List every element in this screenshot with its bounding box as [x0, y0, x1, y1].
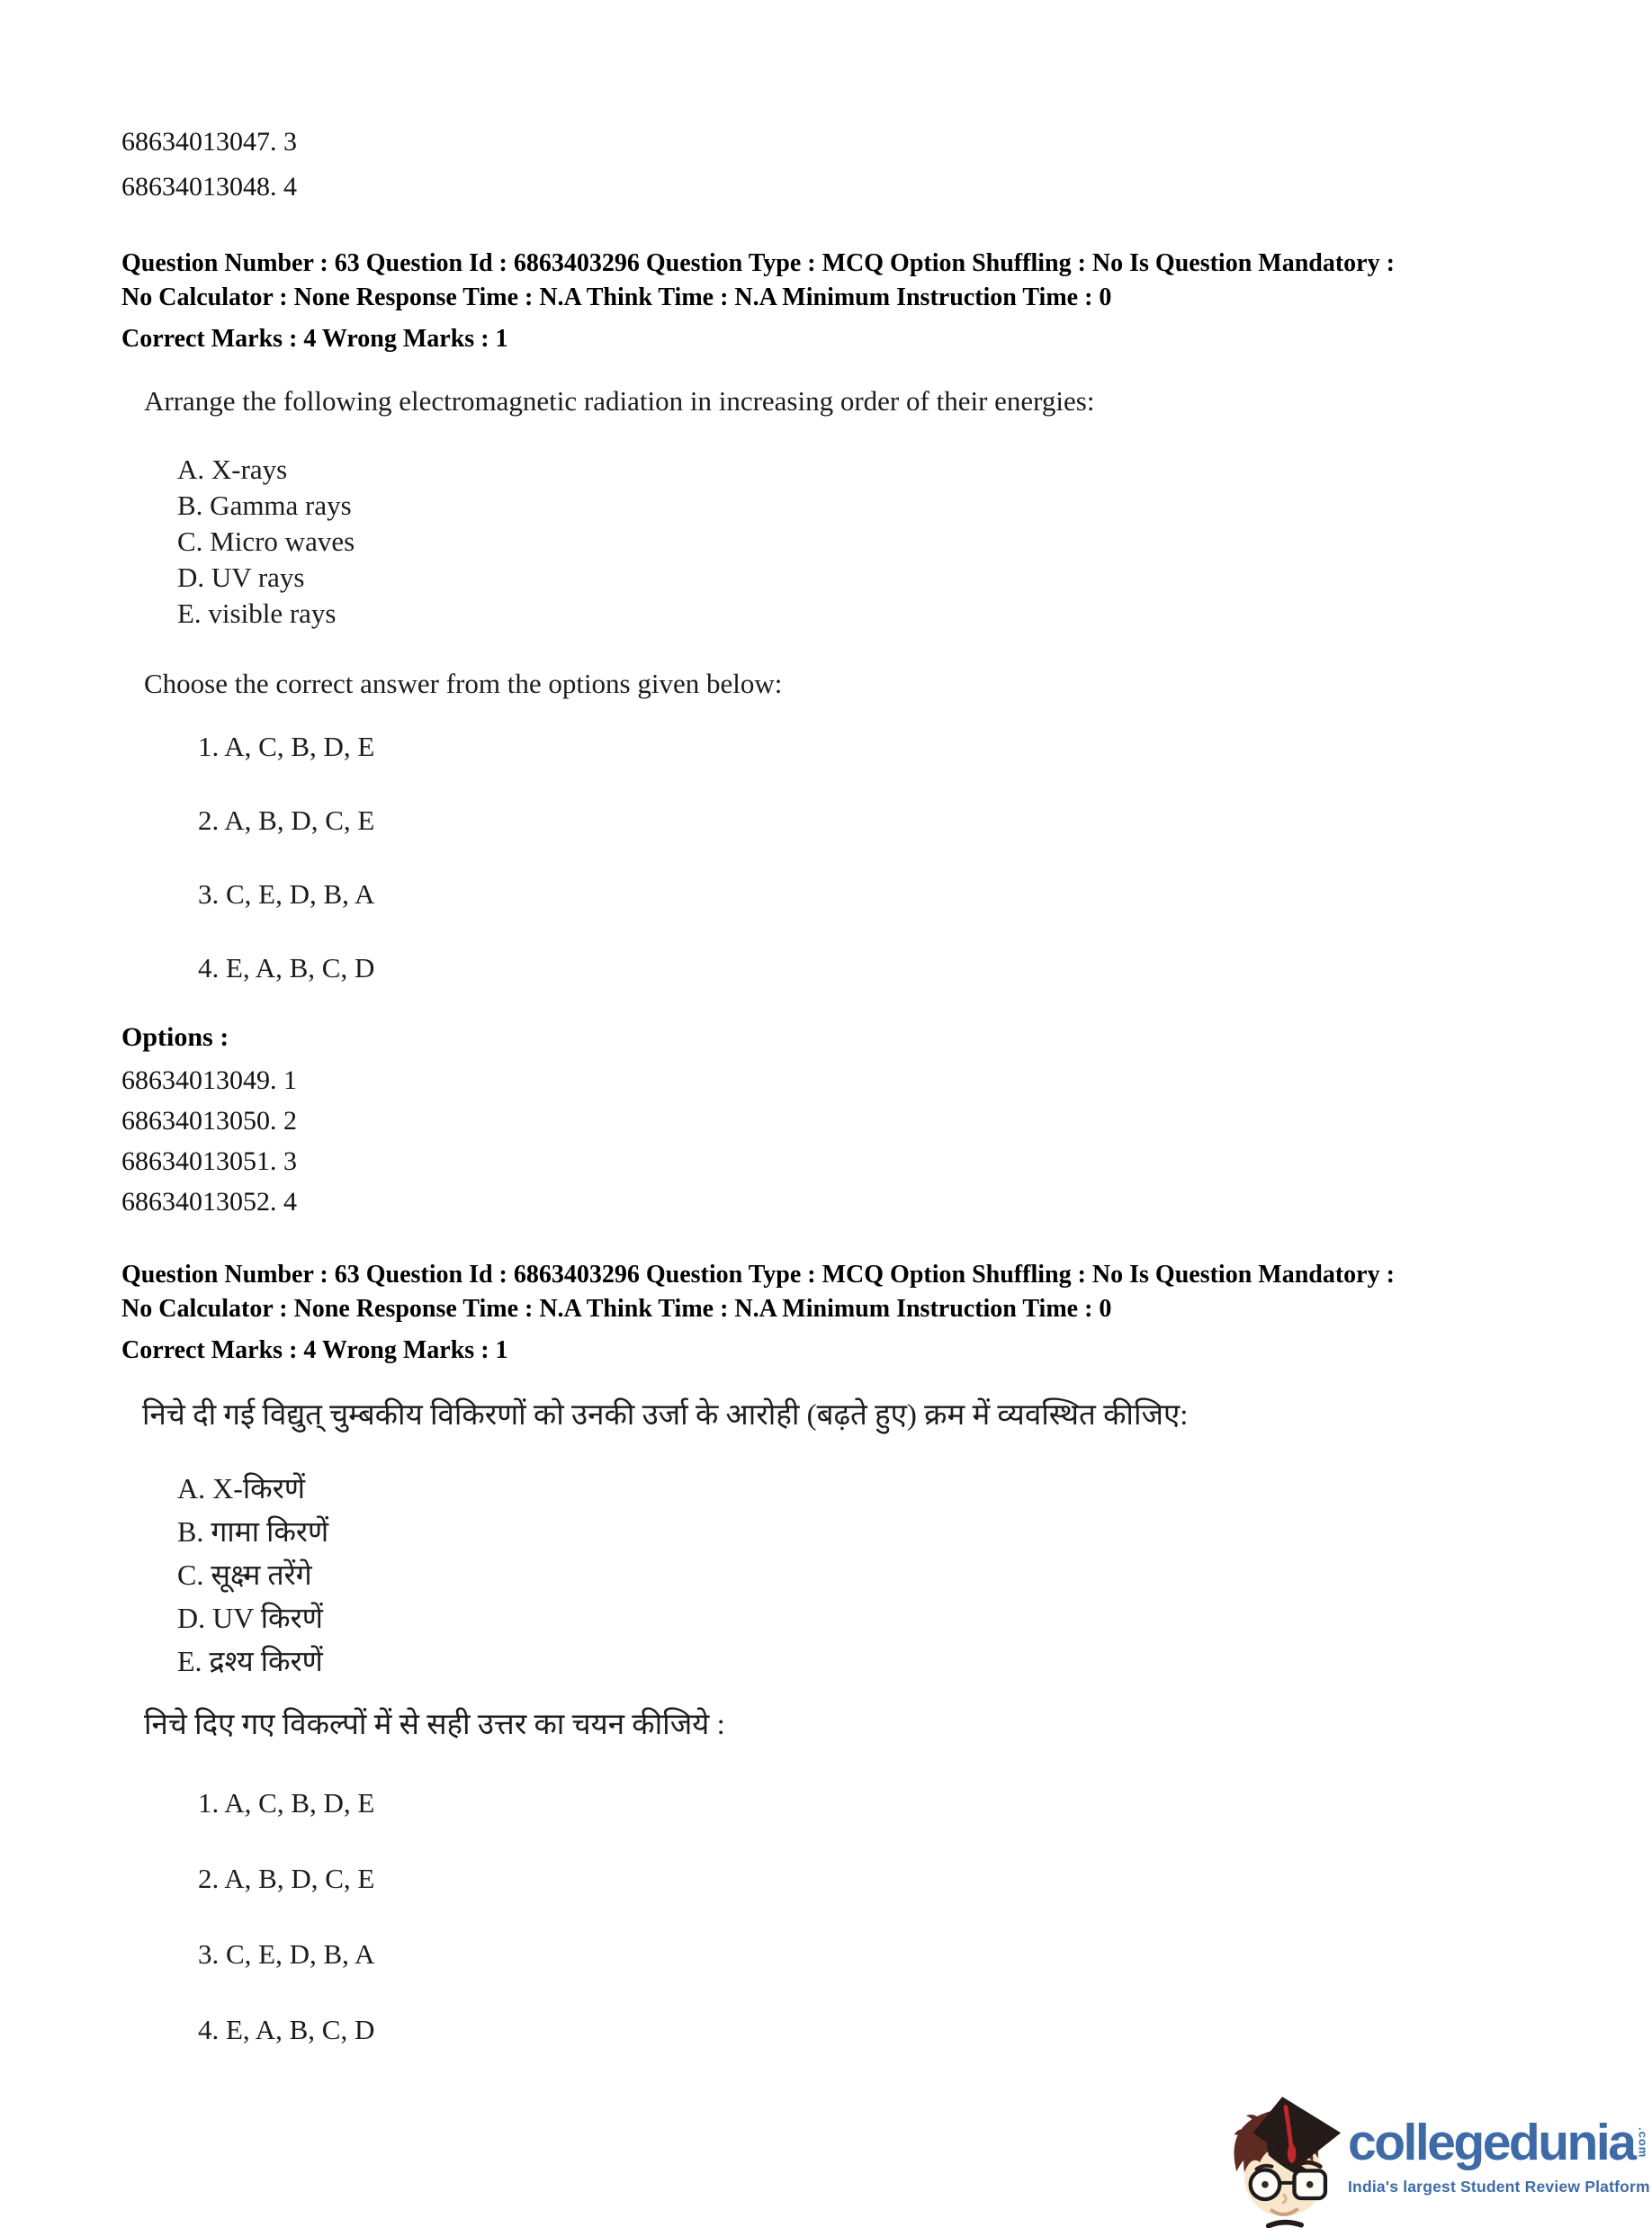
question-metadata-header-en: [121, 247, 1561, 356]
question-meta-line2: No Calculator : None Response Time : N.A Think Time : N.A Minimum Instruction Time : 0: [121, 283, 1112, 311]
brand-domain-suffix: .com: [1636, 2127, 1650, 2159]
answer-option: 1. A, C, B, D, E: [198, 731, 375, 762]
answer-options-en: [198, 731, 374, 1026]
question-meta-line1: Question Number : 63 Question Id : 6863403296 Question Type : MCQ Option Shuffling : No Is Question Mandatory :: [121, 1261, 1395, 1289]
graduate-student-mascot-icon: [1224, 2089, 1344, 2228]
answer-option: 2. A, B, D, C, E: [198, 1863, 375, 1894]
brand-tagline: India's largest Student Review Platform: [1348, 2178, 1650, 2196]
question-metadata-header-hi: [121, 1258, 1561, 1368]
question-item-list-hi: [177, 1467, 328, 1683]
question-prompt-en: Arrange the following electromagnetic radiation in increasing order of their energies:: [144, 385, 1095, 417]
list-item: E. द्रश्य किरणें: [177, 1645, 323, 1677]
answer-options-hi: [198, 1787, 374, 2089]
list-item: B. गामा किरणें: [177, 1515, 329, 1548]
answer-option: 3. C, E, D, B, A: [198, 878, 375, 910]
option-id-line: 68634013051. 3: [121, 1146, 297, 1176]
brand-wordmark: collegedunia: [1348, 2114, 1635, 2171]
collegedunia-logo[interactable]: [1222, 2084, 1650, 2228]
answer-option: 3. C, E, D, B, A: [198, 1938, 375, 1970]
question-prompt-hi: निचे दी गई विद्युत् चुम्बकीय विकिरणों को उनकी उर्जा के आरोही (बढ़ते हुए) क्रम में व्यवस्थित कीजिए:: [142, 1399, 1189, 1432]
options-label: Options :: [121, 1022, 229, 1052]
question-meta-line2: No Calculator : None Response Time : N.A Think Time : N.A Minimum Instruction Time : 0: [121, 1295, 1112, 1323]
answer-option: 4. E, A, B, C, D: [198, 952, 375, 984]
choose-instruction-hi: निचे दिए गए विकल्पों में से सही उत्तर का चयन कीजिये :: [144, 1709, 725, 1741]
option-id-list: [121, 1060, 297, 1222]
answer-option: 2. A, B, D, C, E: [198, 804, 375, 836]
previous-question-option-ids: [121, 120, 297, 210]
option-id-line: 68634013048. 4: [121, 172, 297, 202]
option-id-line: 68634013049. 1: [121, 1065, 297, 1095]
option-id-line: 68634013050. 2: [121, 1106, 297, 1136]
list-item: C. Micro waves: [177, 526, 355, 557]
option-id-line: 68634013047. 3: [121, 127, 297, 157]
answer-option: 1. A, C, B, D, E: [198, 1787, 375, 1819]
list-item: D. UV rays: [177, 561, 305, 593]
logo-text-block: [1348, 2114, 1650, 2197]
question-meta-line1: Question Number : 63 Question Id : 6863403296 Question Type : MCQ Option Shuffling : No Is Question Mandatory :: [121, 249, 1395, 277]
choose-instruction-en: Choose the correct answer from the options given below:: [144, 668, 783, 699]
list-item: A. X-rays: [177, 454, 288, 485]
question-marks-line: Correct Marks : 4 Wrong Marks : 1: [121, 1336, 508, 1364]
list-item: C. सूक्ष्म तरेंगे: [177, 1559, 312, 1591]
answer-option: 4. E, A, B, C, D: [198, 2014, 375, 2045]
question-item-list-en: [177, 452, 355, 632]
list-item: A. X-किरणें: [177, 1472, 305, 1505]
list-item: E. visible rays: [177, 597, 337, 629]
list-item: B. Gamma rays: [177, 490, 352, 521]
question-marks-line: Correct Marks : 4 Wrong Marks : 1: [121, 325, 508, 353]
list-item: D. UV किरणें: [177, 1602, 323, 1634]
option-id-line: 68634013052. 4: [121, 1187, 297, 1217]
